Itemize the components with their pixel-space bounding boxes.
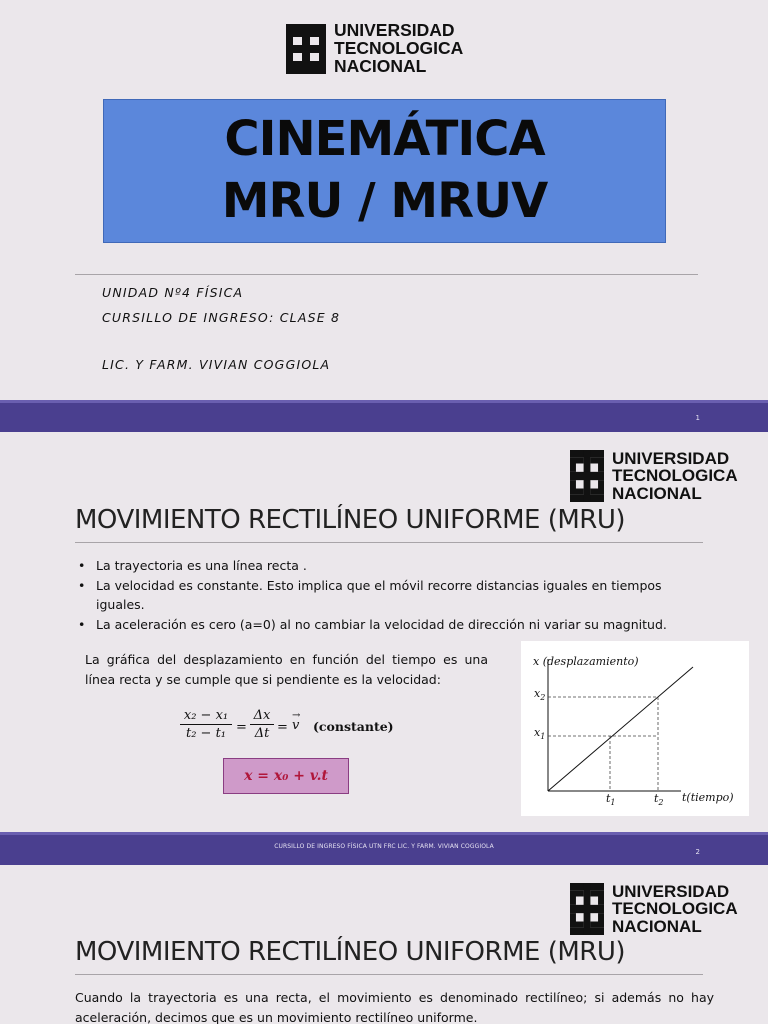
x1-symbol: x <box>534 726 541 739</box>
fraction-bar <box>250 724 274 725</box>
logo-line-3: NACIONAL <box>612 483 702 503</box>
logo-line-3: NACIONAL <box>612 916 702 936</box>
x2-subscript: 2 <box>540 693 546 702</box>
equals-sign: = <box>277 720 288 735</box>
footer-accent-line <box>0 832 768 835</box>
slide-1-footer <box>0 400 768 432</box>
fraction-denominator: t₂ − t₁ <box>185 726 227 741</box>
velocity-formula <box>180 706 420 750</box>
bullet-list <box>78 556 698 634</box>
title-line-1: CINEMÁTICA <box>224 111 545 167</box>
slide-1 <box>0 0 768 400</box>
subtitle-unit: UNIDAD Nº4 FÍSICA <box>102 285 244 300</box>
logo-line-1: UNIVERSIDAD <box>334 20 455 40</box>
position-equation-box: x = x₀ + v.t <box>223 758 349 794</box>
title-line-2: MRU / MRUV <box>221 173 548 229</box>
x2-symbol: x <box>534 687 541 700</box>
footer-caption: CURSILLO DE INGRESO FÍSICA UTN FRC LIC. Y FARM. VIVIAN COGGIOLA <box>274 843 494 850</box>
slide-3-heading: MOVIMIENTO RECTILÍNEO UNIFORME (MRU) <box>75 937 626 967</box>
t1-symbol: t <box>606 792 611 805</box>
t2-label <box>654 792 664 807</box>
list-item: • La velocidad es constante. Esto implica que el móvil recorre distancias iguales en tiempos iguales. <box>78 576 698 615</box>
logo-line-2: TECNOLOGICA <box>612 466 738 486</box>
mru-definition: Cuando la trayectoria es una recta, el movimiento es denominado rectilíneo; si además no hay aceleración, decimos que es un movimiento rectilíneo uniforme. <box>75 990 714 1024</box>
t1-label <box>606 792 616 807</box>
utn-emblem-icon <box>570 450 604 502</box>
fraction-numerator: Δx <box>253 708 271 723</box>
t2-symbol: t <box>654 792 659 805</box>
fraction-positions <box>180 708 232 741</box>
utn-emblem-icon <box>286 24 326 74</box>
footer-accent-line <box>0 400 768 403</box>
data-line <box>548 667 693 791</box>
y-axis-label: x (desplazamiento) <box>533 655 639 668</box>
logo-line-3: NACIONAL <box>334 55 427 76</box>
utn-emblem-icon <box>570 883 604 935</box>
page-number: 2 <box>695 848 700 856</box>
fraction-deltas <box>250 708 274 741</box>
fraction-numerator: x₂ − x₁ <box>183 708 229 723</box>
vector-arrow-icon: → <box>292 710 301 721</box>
page-number: 1 <box>695 414 700 422</box>
fraction-denominator: Δt <box>254 726 270 741</box>
x2-label <box>534 687 545 702</box>
logo-line-1: UNIVERSIDAD <box>612 882 730 901</box>
slide-2-footer <box>0 832 768 865</box>
velocity-symbol: v <box>292 718 300 733</box>
t2-subscript: 2 <box>658 798 664 807</box>
slide-2-heading: MOVIMIENTO RECTILÍNEO UNIFORME (MRU) <box>75 505 626 535</box>
utn-logo <box>286 22 463 76</box>
list-item: • La trayectoria es una línea recta . <box>78 556 698 576</box>
logo-line-1: UNIVERSIDAD <box>612 449 730 468</box>
logo-line-2: TECNOLOGICA <box>334 37 464 58</box>
fraction-bar <box>180 724 232 725</box>
x1-subscript: 1 <box>540 732 546 741</box>
equals-sign: = <box>236 720 247 735</box>
displacement-time-graph <box>521 641 749 816</box>
graph-svg <box>521 641 749 816</box>
x-axis-label: t(tiempo) <box>682 791 734 804</box>
velocity-vector <box>292 710 301 733</box>
t1-subscript: 1 <box>610 798 616 807</box>
divider <box>75 542 703 543</box>
subtitle-author: LIC. Y FARM. VIVIAN COGGIOLA <box>102 357 331 372</box>
subtitle-course: CURSILLO DE INGRESO: CLASE 8 <box>102 310 341 325</box>
graph-description: La gráfica del desplazamiento en función del tiempo es una línea recta y se cumple que si pendiente es la velocidad: <box>85 652 488 687</box>
list-item: • La aceleración es cero (a=0) al no cambiar la velocidad de dirección ni variar su magnitud. <box>78 615 698 635</box>
logo-line-2: TECNOLOGICA <box>612 899 738 919</box>
utn-logo <box>570 883 738 935</box>
x1-label <box>534 726 545 741</box>
constant-label: (constante) <box>313 719 394 734</box>
title-box <box>103 99 666 243</box>
utn-logo <box>570 450 738 502</box>
divider <box>75 974 703 975</box>
divider <box>75 274 698 275</box>
